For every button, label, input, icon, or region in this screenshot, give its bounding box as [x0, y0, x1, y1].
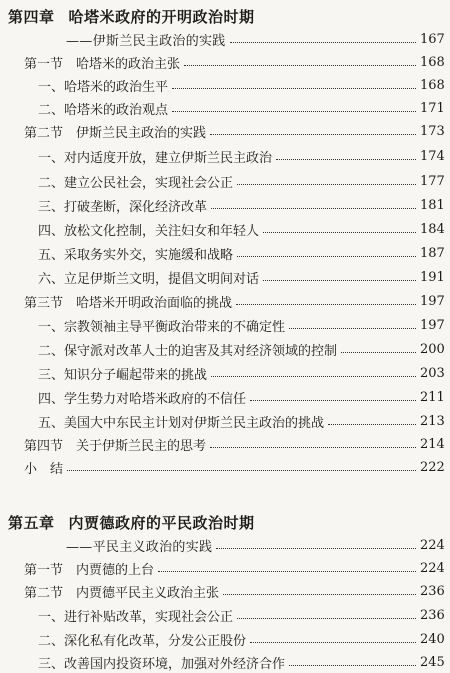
entry-label: 二、深化私有化改革，分发公正股份: [38, 633, 247, 649]
page-number: 222: [420, 459, 445, 475]
leader-dots: [67, 469, 416, 471]
page-number: 168: [420, 54, 445, 70]
page-number: 240: [420, 631, 445, 647]
chapter-heading: [8, 6, 255, 27]
entry-label: 六、立足伊斯兰文明，提倡文明间对话: [38, 271, 260, 287]
toc-entry[interactable]: [0, 651, 450, 673]
entry-label: 第二节 内贾德平民主义政治主张: [24, 585, 220, 601]
toc-entry[interactable]: [0, 557, 450, 579]
entry-label: 一、哈塔米的政治生平: [38, 79, 169, 95]
page-number: 213: [420, 413, 445, 429]
leader-dots: [263, 279, 416, 281]
toc-entry[interactable]: [0, 386, 450, 408]
page-number: 245: [420, 654, 445, 670]
entry-label: 四、学生势力对哈塔米政府的不信任: [38, 391, 247, 407]
toc-entry[interactable]: [0, 628, 450, 650]
entry-label: 三、知识分子崛起带来的挑战: [38, 367, 208, 383]
leader-dots: [211, 207, 416, 209]
entry-label: 五、采取务实外交，实施缓和战略: [38, 247, 234, 263]
leader-dots: [263, 231, 416, 233]
entry-label: 一、对内适度开放，建立伊斯兰民主政治: [38, 150, 273, 166]
entry-label: 五、美国大中东民主计划对伊斯兰民主政治的挑战: [38, 415, 325, 431]
entry-label: 小 结: [24, 461, 64, 477]
entry-label: 三、改善国内投资环境，加强对外经济合作: [38, 656, 286, 672]
entry-label: 二、建立公民社会，实现社会公正: [38, 175, 234, 191]
toc-entry[interactable]: [0, 604, 450, 626]
page-number: 184: [420, 221, 445, 237]
leader-dots: [341, 351, 416, 353]
page-number: 224: [420, 537, 445, 553]
toc-entry[interactable]: [0, 120, 450, 142]
leader-dots: [230, 41, 416, 43]
toc-entry[interactable]: [0, 362, 450, 384]
leader-dots: [236, 303, 416, 305]
chapter-number: 第五章: [8, 514, 55, 532]
toc-entry[interactable]: [0, 456, 450, 478]
leader-dots: [237, 617, 416, 619]
leader-dots: [328, 423, 416, 425]
page-number: 168: [420, 77, 445, 93]
toc-entry[interactable]: [0, 170, 450, 192]
entry-label: 一、宗教领袖主导平衡政治带来的不确定性: [38, 319, 286, 335]
leader-dots: [276, 158, 416, 160]
leader-dots: [223, 593, 416, 595]
page-number: 187: [420, 245, 445, 261]
toc-entry[interactable]: [0, 51, 450, 73]
page-number: 211: [420, 389, 445, 405]
leader-dots: [211, 375, 416, 377]
entry-label: 第一节 内贾德的上台: [24, 562, 155, 578]
entry-label: 第一节 哈塔米的政治主张: [24, 56, 181, 72]
leader-dots: [172, 87, 416, 89]
entry-label: ——伊斯兰民主政治的实践: [66, 33, 226, 49]
toc-entry[interactable]: [0, 433, 450, 455]
page-number: 197: [420, 293, 445, 309]
leader-dots: [289, 664, 416, 666]
entry-label: 二、保守派对改革人士的迫害及其对经济领域的控制: [38, 343, 338, 359]
leader-dots: [289, 327, 416, 329]
toc-entry[interactable]: [0, 338, 450, 360]
leader-dots: [250, 399, 416, 401]
chapter-heading: [8, 512, 255, 533]
toc-entry[interactable]: [0, 534, 450, 556]
toc-entry[interactable]: [0, 410, 450, 432]
toc-entry[interactable]: [0, 266, 450, 288]
page-number: 200: [420, 341, 445, 357]
page-number: 214: [420, 436, 445, 452]
leader-dots: [250, 641, 416, 643]
toc-entry[interactable]: [0, 218, 450, 240]
page-number: 191: [420, 269, 445, 285]
leader-dots: [158, 570, 416, 572]
page-number: 203: [420, 365, 445, 381]
page-number: 173: [420, 123, 445, 139]
toc-entry[interactable]: [0, 97, 450, 119]
toc-entry[interactable]: [0, 242, 450, 264]
leader-dots: [210, 446, 416, 448]
leader-dots: [172, 110, 416, 112]
leader-dots: [237, 255, 416, 257]
page-number: 236: [420, 583, 445, 599]
leader-dots: [184, 64, 416, 66]
toc-entry[interactable]: [0, 145, 450, 167]
toc-entry[interactable]: [0, 580, 450, 602]
toc-entry[interactable]: [0, 194, 450, 216]
entry-label: 第二节 伊斯兰民主政治的实践: [24, 125, 207, 141]
chapter-title: 内贾德政府的平民政治时期: [68, 514, 255, 532]
page-number: 236: [420, 607, 445, 623]
page-number: 181: [420, 197, 445, 213]
page-number: 171: [420, 100, 445, 116]
entry-label: 一、进行补贴改革，实现社会公正: [38, 609, 234, 625]
page-number: 224: [420, 560, 445, 576]
entry-label: 第四节 关于伊斯兰民主的思考: [24, 438, 207, 454]
entry-label: 第三节 哈塔米开明政治面临的挑战: [24, 295, 233, 311]
chapter-title: 哈塔米政府的开明政治时期: [68, 8, 255, 26]
toc-entry[interactable]: [0, 290, 450, 312]
page-number: 177: [420, 173, 445, 189]
entry-label: ——平民主义政治的实践: [66, 539, 213, 555]
leader-dots: [237, 183, 416, 185]
toc-entry[interactable]: [0, 314, 450, 336]
page-number: 167: [420, 31, 445, 47]
leader-dots: [216, 547, 416, 549]
toc-entry[interactable]: [0, 28, 450, 50]
leader-dots: [210, 133, 416, 135]
chapter-number: 第四章: [8, 8, 55, 26]
toc-entry[interactable]: [0, 74, 450, 96]
page-number: 174: [420, 148, 445, 164]
entry-label: 三、打破垄断，深化经济改革: [38, 199, 208, 215]
entry-label: 二、哈塔米的政治观点: [38, 102, 169, 118]
page-number: 197: [420, 317, 445, 333]
entry-label: 四、放松文化控制，关注妇女和年轻人: [38, 223, 260, 239]
